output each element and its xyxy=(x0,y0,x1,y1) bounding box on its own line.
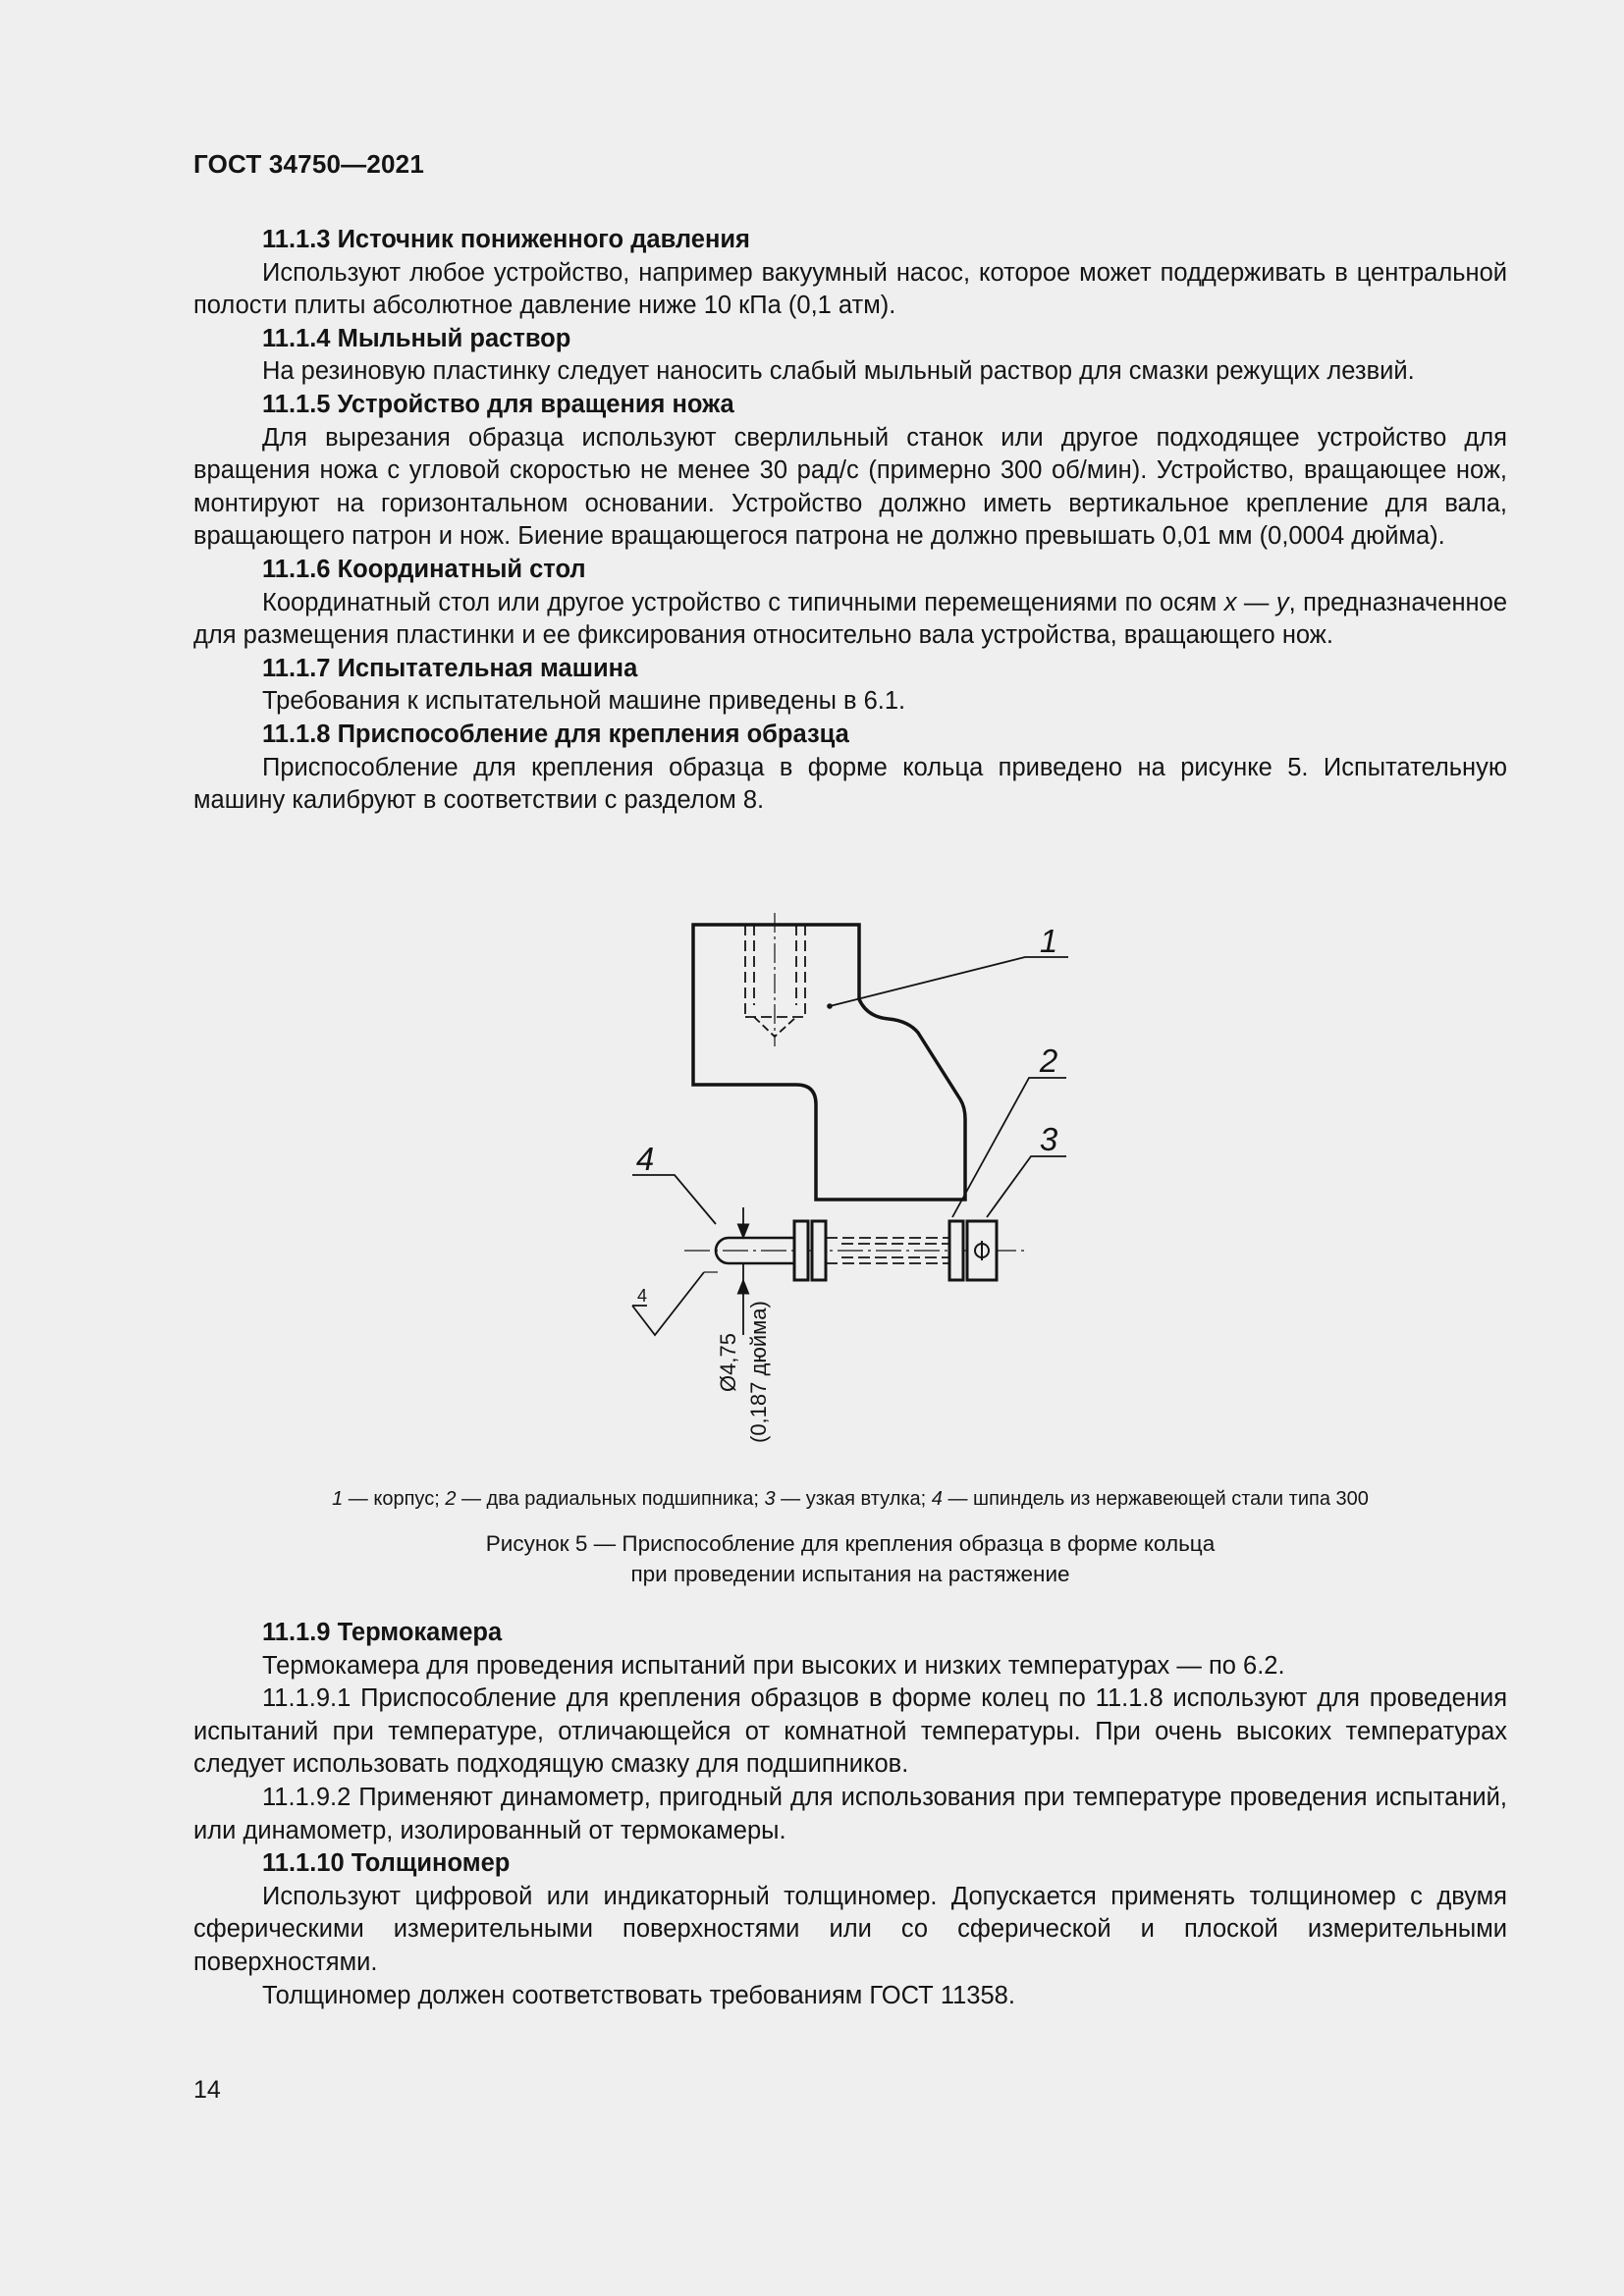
document-header: ГОСТ 34750—2021 xyxy=(193,149,424,179)
text-block-lower xyxy=(193,1617,1507,2012)
section-text-11-1-9-2: 11.1.9.2 Применяют динамометр, пригодный для использования при температуре проведения испытаний, или динамометр, изолированный от термокамеры. xyxy=(193,1783,1507,1844)
section-text-11-1-9: Термокамера для проведения испытаний при высоких и низких температурах — по 6.2. xyxy=(262,1651,1285,1680)
section-text-11-1-6 xyxy=(193,587,1507,653)
left-bearing xyxy=(812,1221,826,1280)
figure-legend xyxy=(193,1486,1507,1512)
section-title-11-1-4: 11.1.4 Мыльный раствор xyxy=(262,324,571,352)
section-text-11-1-9-1: 11.1.9.1 Приспособление для крепления образцов в форме колец по 11.1.8 используют для проведения испытаний при температуре, отличающейся от комнатной температуры. При очень высоких температурах следует использовать подходящую смазку для подшипников. xyxy=(193,1684,1507,1779)
section-title-11-1-6: 11.1.6 Координатный стол xyxy=(262,555,586,583)
legend-text: — два радиальных подшипника; xyxy=(456,1488,765,1510)
section-title-11-1-9: 11.1.9 Термокамера xyxy=(262,1619,503,1646)
text-segment: Координатный стол или другое устройство с типичными перемещениями по осям xyxy=(262,588,1224,616)
body-outline xyxy=(693,925,965,1200)
left-bearing xyxy=(794,1221,808,1280)
fixture-drawing xyxy=(193,913,1507,1463)
legend-text: — шпиндель из нержавеющей стали типа 300 xyxy=(942,1488,1369,1510)
caption-line-1: Рисунок 5 — Приспособление для крепления образца в форме кольца xyxy=(485,1531,1216,1556)
section-title-11-1-7: 11.1.7 Испытательная машина xyxy=(262,654,638,682)
callout-2: 2 xyxy=(1039,1042,1058,1079)
section-text-11-1-8: Приспособление для крепления образца в форме кольца приведено на рисунке 5. Испытательную машину калибруют в соответствии с разделом 8. xyxy=(193,753,1507,815)
dim-sub: (0,187 дюйма) xyxy=(746,1301,771,1443)
legend-text: — корпус; xyxy=(343,1488,446,1510)
axis-x-label: x xyxy=(1223,588,1237,616)
section-title-11-1-10: 11.1.10 Толщиномер xyxy=(262,1849,511,1878)
leader-dot-1 xyxy=(827,1003,833,1009)
section-title-11-1-8: 11.1.8 Приспособление для крепления образца xyxy=(262,720,849,748)
callout-4: 4 xyxy=(635,1141,655,1177)
axis-y-label: y xyxy=(1275,588,1289,616)
text-segment: — xyxy=(1236,588,1276,616)
legend-num: 4 xyxy=(931,1488,943,1510)
callout-3: 3 xyxy=(1039,1121,1058,1157)
figure-caption xyxy=(193,1528,1507,1589)
section-text-11-1-7: Требования к испытательной машине приведены в 6.1. xyxy=(262,687,906,716)
section-text-11-1-4: На резиновую пластинку следует наносить слабый мыльный раствор для смазки режущих лезвий. xyxy=(262,357,1415,386)
dim-main: Ø4,75 xyxy=(716,1333,740,1392)
threaded-hole xyxy=(745,913,805,1046)
section-title-11-1-5: 11.1.5 Устройство для вращения ножа xyxy=(262,390,734,418)
figure-5 xyxy=(193,913,1507,1463)
leader-lines xyxy=(632,957,1068,1224)
section-text-11-1-10-b: Толщиномер должен соответствовать требованиям ГОСТ 11358. xyxy=(262,1981,1015,2009)
text-segment: , предназначенное для размещения пластинки и ее фиксирования относительно вала устройства, вращающего нож. xyxy=(193,588,1507,650)
section-text-11-1-5: Для вырезания образца используют сверлильный станок или другое подходящее устройство для вращения ножа с угловой скоростью не менее 30 рад/с (примерно 300 об/мин). Устройство, вращающее нож, монтируют на горизонтальном основании. Устройство должно иметь вертикальное крепление для вала, вращающего патрон и нож. Биение вращающегося патрона не должно превышать 0,01 мм (0,0004 дюйма). xyxy=(193,423,1507,551)
callout-1: 1 xyxy=(1039,923,1058,959)
right-bearing xyxy=(949,1221,963,1280)
roughness-value: 4 xyxy=(637,1286,648,1306)
legend-num: 1 xyxy=(332,1488,344,1510)
legend-num: 3 xyxy=(764,1488,776,1510)
legend-text: — узкая втулка; xyxy=(775,1488,932,1510)
text-block-upper xyxy=(193,224,1507,818)
section-text-11-1-3: Используют любое устройство, например вакуумный насос, которое может поддерживать в центральной полости плиты абсолютное давление ниже 10 кПа (0,1 атм). xyxy=(193,258,1507,320)
section-text-11-1-10: Используют цифровой или индикаторный толщиномер. Допускается применять толщиномер с двумя сферическими измерительными поверхностями или со сферической и плоской измерительными поверхностями. xyxy=(193,1882,1507,1976)
section-title-11-1-3: 11.1.3 Источник пониженного давления xyxy=(262,226,750,253)
legend-num: 2 xyxy=(445,1488,457,1510)
caption-line-2: при проведении испытания на растяжение xyxy=(630,1562,1070,1586)
page-number: 14 xyxy=(193,2076,221,2104)
